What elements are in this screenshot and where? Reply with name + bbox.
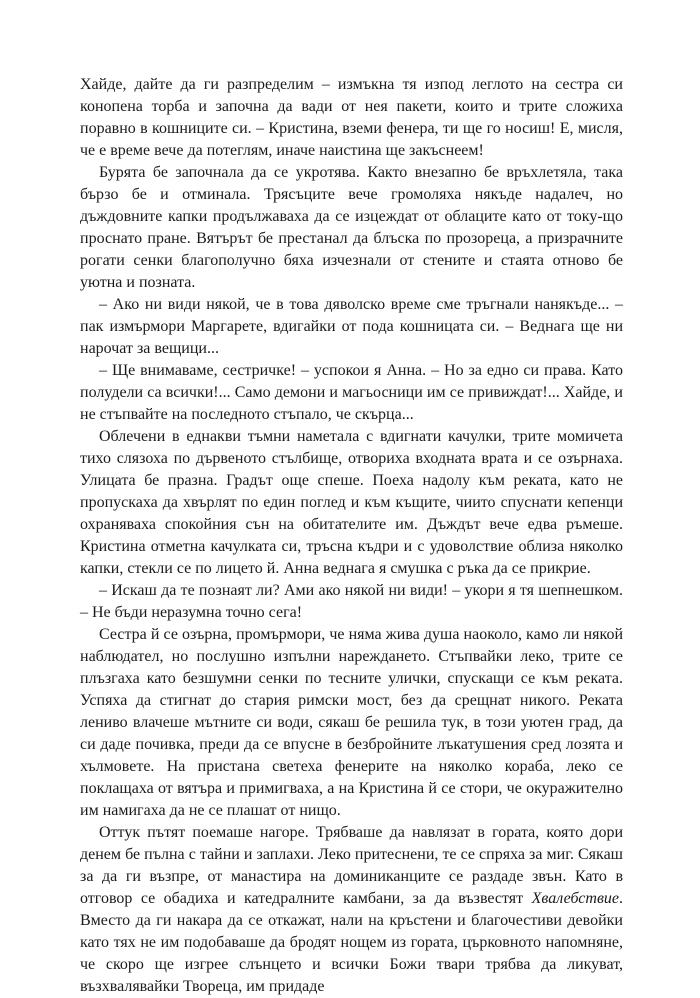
italic-title: Хвалебствие	[531, 890, 620, 907]
paragraph-1: Хайде, дайте да ги разпределим – измъкна тя изпод леглото на сестра си конопена торба и започна да вади от нея пакети, които и трите сложиха поравно в кошниците си. – Кристина, вземи фенера, ти ще го носиш! Е, мисля, че е време вече да потеглям, иначе наистина ще закъснеем!	[80, 76, 623, 159]
paragraph-5: Облечени в еднакви тъмни наметала с вдигнати качулки, трите момичета тихо слязоха по дървеното стълбище, отвориха входната врата и се озърнаха. Улицата бе празна. Градът още спеше. Поеха надолу към реката, като не пропускаха да хвърлят по един поглед и към къщите, чиито спуснати кепенци охраняваха спокойния сън на обитателите им. Дъждът вече едва ръмеше. Кристина отметна качулката си, тръсна къдри и с удоволствие облиза няколко капки, стекли се по лицето й. Анна веднага я смушка с ръка да се прикрие.	[80, 428, 623, 577]
paragraph-4: – Ще внимаваме, сестричке! – успокои я Анна. – Но за едно си права. Като полудели са всички!... Само демони и магьосници им се привиждат!... Хайде, и не стъпвайте на последното стъпало, че скърца...	[80, 362, 623, 423]
paragraph-8	[80, 822, 623, 998]
paragraph-8-text-start: Оттук пътят поемаше нагоре. Трябваше да навлязат в гората, която дори денем бе пълна с тайни и заплахи. Леко притеснени, те се спряха за миг. Сякаш за да ги възпре, от манастира на доминиканците се раздаде звън. Като в отговор се обадиха и катедралните камбани, за да възвестят	[80, 824, 623, 907]
paragraph-2: Бурята бе започнала да се укротява. Както внезапно бе връхлетяла, така бързо бе и отминала. Трясъците вече громоляха някъде надалеч, но дъждовните капки продължаваха да се изцеждат от облаците като от току-що проснато пране. Вятърът бе престанал да блъска по прозореца, а призрачните рогати сенки благополучно бяха изчезнали от стените и стаята отново бе уютна и позната.	[80, 164, 623, 291]
paragraph-3: – Ако ни види някой, че в това дяволско време сме тръгнали нанякъде... – пак измърмори Маргарете, вдигайки от пода кошницата си. – Веднага ще ни нарочат за вещици...	[80, 296, 623, 357]
page-text	[80, 74, 623, 998]
paragraph-6: – Искаш да те познаят ли? Ами ако някой ни види! – укори я тя шепнешком. – Не бъди неразумна точно сега!	[80, 582, 623, 621]
paragraph-8-text-end: . Вместо да ги накара да се откажат, нали на кръстени и благочестиви девойки като тях не им подобаваше да бродят нощем из гората, църковното напомняне, че скоро ще изгрее слънцето и всички Божи твари трябва да ликуват, възхвалявайки Твореца, им придаде	[80, 890, 624, 995]
paragraph-7: Сестра й се озърна, промърмори, че няма жива душа наоколо, камо ли някой наблюдател, но послушно изпълни нареждането. Стъпвайки леко, трите се плъзгаха като безшумни сенки по тесните улички, спускащи се към реката. Успяха да стигнат до стария римски мост, без да срещнат никого. Реката лениво влачеше мътните си води, сякаш бе решила тук, в този уютен град, да си даде почивка, преди да се впусне в безбройните лъкатушения сред лозята и хълмовете. На пристана светеха фенерите на няколко кораба, леко се поклащаха от вятъра и примигваха, а на Кристина й се стори, че окуражително им намигаха да не се плашат от нищо.	[80, 626, 623, 819]
